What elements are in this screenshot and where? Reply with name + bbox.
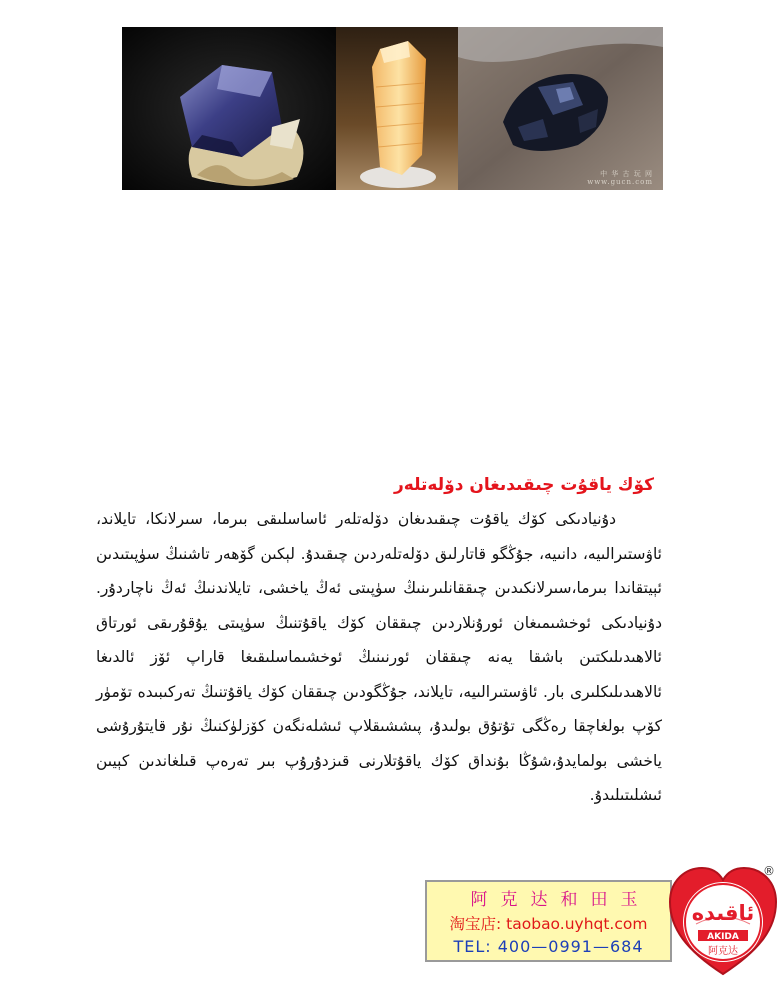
logo-latin-text: AKIDA (707, 932, 739, 942)
logo-chinese-text: 阿克达 (708, 946, 738, 957)
blue-sapphire-photo (122, 27, 336, 190)
registered-mark: ® (763, 864, 775, 878)
article (96, 470, 662, 813)
dark-sapphire-photo (458, 27, 663, 190)
photo-watermark: 中 华 古 玩 网 www.gucn.com (587, 170, 653, 186)
phone-number: TEL: 400—0991—684 (453, 937, 644, 956)
sapphire-photo-strip (122, 27, 663, 190)
article-title: كۆك ياقۇت چىقىدىغان دۆلەتلەر (394, 475, 654, 495)
akida-heart-logo (666, 862, 780, 982)
shop-banner (425, 880, 672, 962)
yellow-sapphire-photo (336, 27, 458, 190)
article-body: دۇنيادىكى كۆك ياقۇت چىقىدىغان دۆلەتلەر ئاساسلىقى بىرما، سىرلانكا، تايلاند، ئاۋستىرالىيە، دانىيە، جۇڭگو قاتارلىق دۆلەتلەردىن چىقىدۇ. لېكىن گۆھەر تاشنىڭ سۈپىتىدىن ئېيتقاندا بىرما،سىرلانكىدىن چىققانلىرىنىڭ سۈپىتى ئەڭ ياخشى، تايلاندنىڭ ئەڭ ناچاردۇر. دۇنيادىكى ئوخشىمىغان ئورۇنلاردىن چىققان كۆك ياقۇتنىڭ سۈپىتى يۇقۇرىقى ئورتاق ئالاھىدىلىكتىن باشقا يەنە چىققان ئورنىنىڭ ئوخشىماسلىقىغا قاراپ ئۆز ئالدىغا ئالاھىدىلىكلىرى بار. ئاۋستىرالىيە، تايلاند، جۇڭگودىن چىققان كۆك ياقۇتنىڭ تەركىبىدە تۆمۈر كۆپ بولغاچقا رەڭگى تۇتۇق بولىدۇ، پىششىقلاپ ئىشلەنگەن كۆزلۈكنىڭ نۇر قايتۇرۇشى ياخشى بولمايدۇ،شۇڭا بۇنداق كۆك ياقۇتلارنى قىزدۇرۇپ بىر تەرەپ قىلغاندىن كېيىن ئىشلىتىلىدۇ. (96, 510, 662, 804)
logo-uyghur-text: ئاقىدە (691, 901, 755, 925)
company-name: 阿克达和田玉 (470, 890, 651, 910)
shop-url: 淘宝店: taobao.uyhqt.com (449, 915, 648, 933)
